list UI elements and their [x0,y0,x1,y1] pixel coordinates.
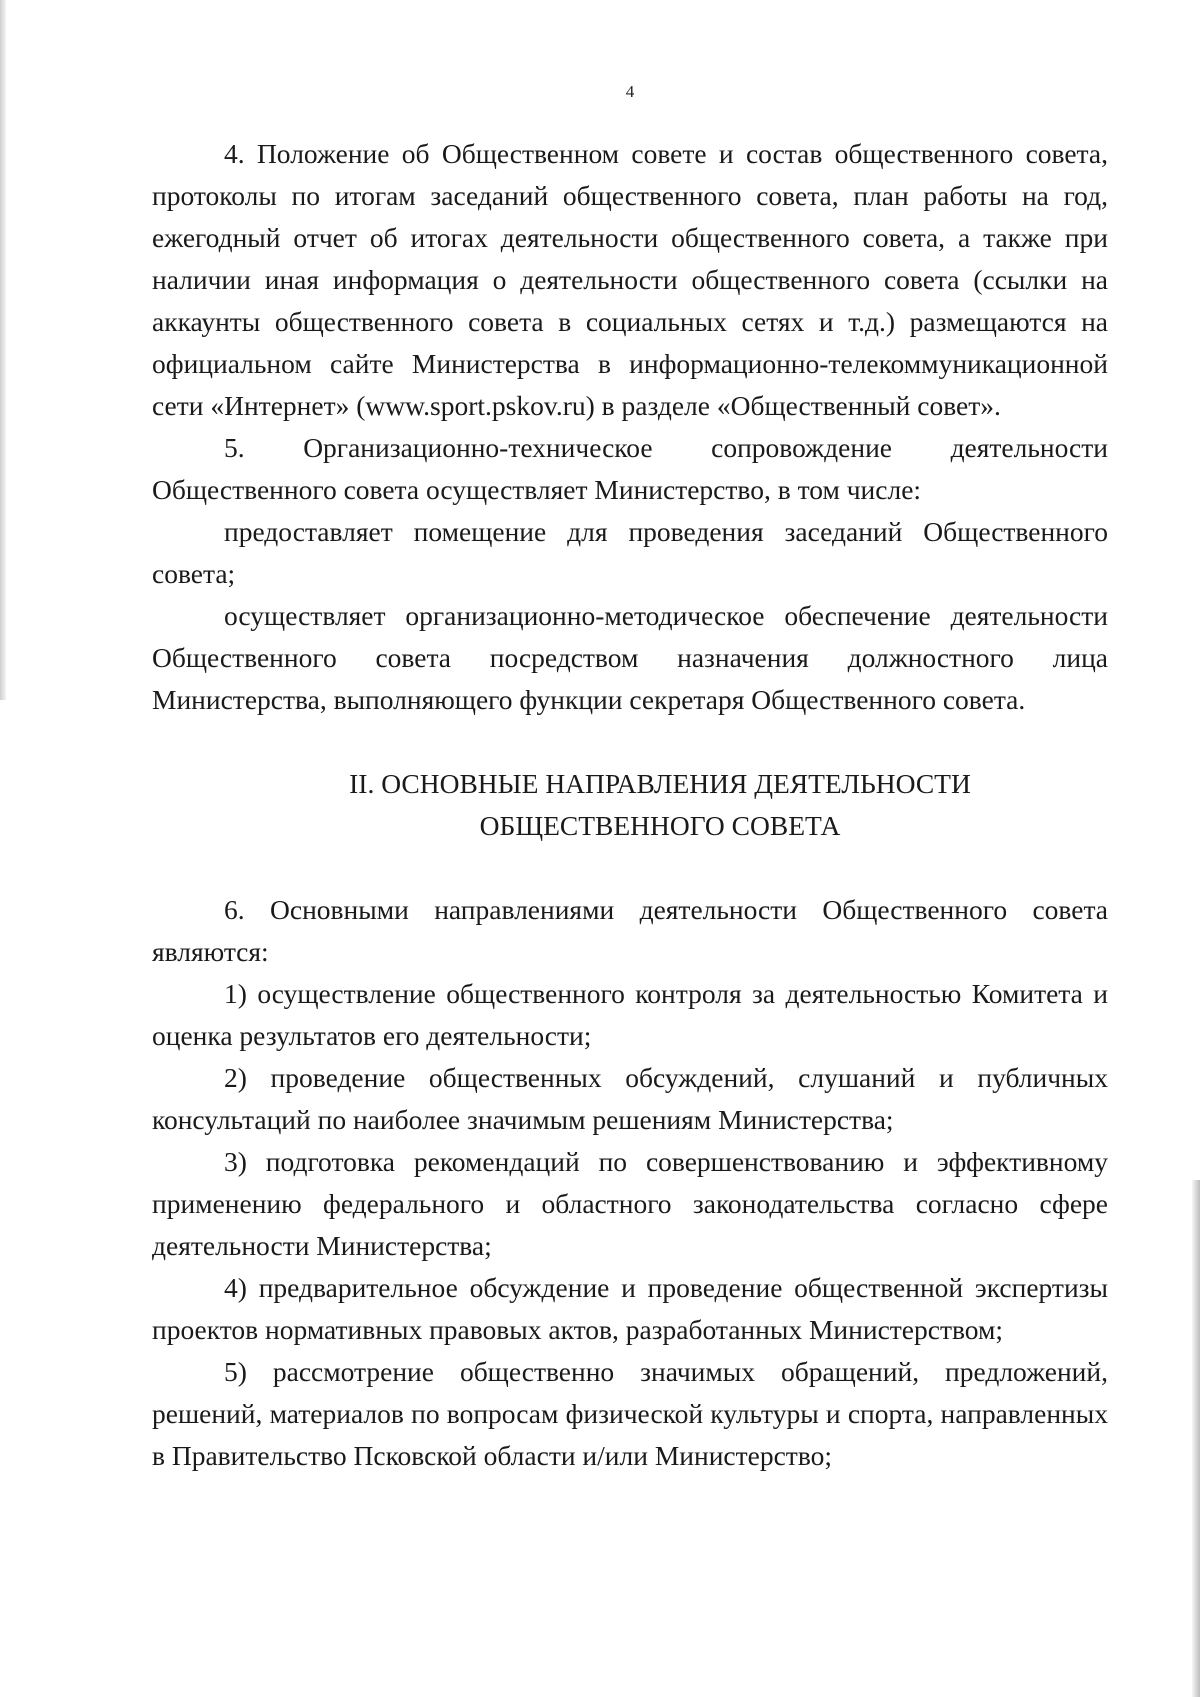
page-number: 4 [625,82,635,101]
paragraph-5-item-support: осуществляет организационно-методическое обеспечение деятельности Общественного совета посредством назначения должностного лица Министерства, выполняющего функции секретаря Общественного совета. [152,600,1108,715]
section-heading-line2: ОБЩЕСТВЕННОГО СОВЕТА [479,810,841,841]
paragraph-6: 6. Основными направлениями деятельности Общественного совета являются: [152,894,1108,967]
list-item-4: 4) предварительное обсуждение и проведение общественной экспертизы проектов нормативных правовых актов, разработанных Министерством; [152,1272,1108,1345]
scan-edge-left [0,0,6,700]
section-heading-line1: II. ОСНОВНЫЕ НАПРАВЛЕНИЯ ДЕЯТЕЛЬНОСТИ [349,768,971,799]
paragraph-4: 4. Положение об Общественном совете и состав общественного совета, протоколы по итогам заседаний общественного совета, план работы на год, ежегодный отчет об итогах деятельности общественного совета, а также при наличии иная информация о деятельности общественного совета (ссылки на аккаунты общественного совета в социальных сетях и т.д.) размещаются на официальном сайте Министерства в информационно-телекоммуникационной сети «Интернет» (www.sport.pskov.ru) в разделе «Общественный совет». [152,138,1108,421]
spacer [152,847,1108,889]
list-item-5: 5) рассмотрение общественно значимых обращений, предложений, решений, материалов по вопросам физической культуры и спорта, направленных в Правительство Псковской области и/или Министерство; [152,1356,1108,1471]
spacer [152,721,1108,763]
list-item-3: 3) подготовка рекомендаций по совершенствованию и эффективному применению федерального и областного законодательства согласно сфере деятельности Министерства; [152,1146,1108,1261]
document-body [152,133,1108,1477]
paragraph-5-item-premises: предоставляет помещение для проведения заседаний Общественного совета; [152,516,1108,589]
scan-edge-right [1192,1180,1200,1697]
list-item-1: 1) осуществление общественного контроля за деятельностью Комитета и оценка результатов его деятельности; [152,978,1108,1051]
list-item-2: 2) проведение общественных обсуждений, слушаний и публичных консультаций по наиболее значимым решениям Министерства; [152,1062,1108,1135]
paragraph-5: 5. Организационно-техническое сопровождение деятельности Общественного совета осуществляет Министерство, в том числе: [152,432,1108,505]
